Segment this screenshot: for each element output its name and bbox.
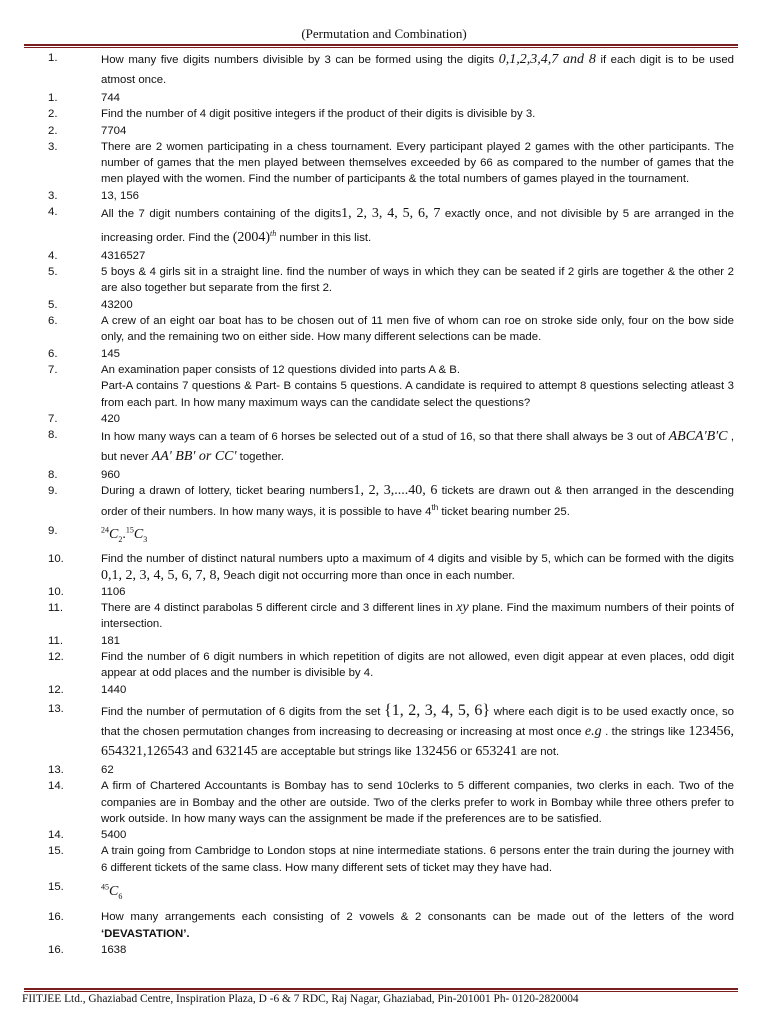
answer-row: [0, 123, 768, 139]
answer-row: [0, 346, 768, 362]
answer-text: 62: [101, 763, 114, 776]
question-row: [0, 701, 768, 762]
answer-number: 14.: [48, 829, 64, 842]
answer-text: 181: [101, 634, 121, 647]
math-expression: 132456 or 653241: [414, 743, 518, 759]
answer-row: [0, 942, 768, 958]
question-number: 8.: [48, 429, 58, 442]
question-number: 3.: [48, 140, 58, 153]
answer-row: [0, 876, 768, 907]
question-text: Find the number of 6 digit numbers in which repetition of digits are not allowed, even digit appear at even places, odd digit appear at odd places and the number is divisible by 4.: [101, 651, 734, 680]
footer-rule: [24, 988, 738, 990]
answer-row: [0, 248, 768, 264]
answer-number: 10.: [48, 585, 64, 598]
question-row: [0, 50, 768, 90]
highlighted-word: ‘DEVASTATION’.: [101, 927, 190, 940]
answer-row: [0, 682, 768, 698]
question-text: In how many ways can a team of 6 horses be selected out of a stud of 16, so that there shall always be 3 out of ABCA'B'C , but never AA' BB' or CC' together.: [101, 429, 734, 465]
answer-number: 9.: [48, 524, 58, 537]
question-number: 13.: [48, 702, 64, 715]
question-text: During a drawn of lottery, ticket bearing numbers1, 2, 3,....40, 6 tickets are drawn out & then arranged in the descending order of their numbers. In how many ways, it is possible to have 4th ticket bearing number 25.: [101, 483, 735, 518]
question-row: [0, 204, 768, 248]
math-expression: (2004): [232, 229, 271, 245]
question-text: How many five digits numbers divisible by 3 can be formed using the digits 0,1,2,3,4,7 and 8 if each digit is to be used atmost once.: [101, 52, 735, 86]
answer-number: 6.: [48, 347, 58, 360]
question-text: A train going from Cambridge to London stops at nine intermediate stations. 6 persons enter the train during the journey with 6 different tickets of the same class. How many different sets of ticket may they have had.: [101, 845, 734, 874]
combination-expression: $^{45}C_6$: [101, 882, 123, 901]
question-text: Find the number of 4 digit positive integers if the product of their digits is divisible by 3.: [101, 108, 536, 121]
question-number: 10.: [48, 553, 64, 566]
question-row: [0, 649, 768, 682]
combination-expression: $^{24}C_2.^{15}C_3$: [101, 525, 148, 545]
header-rule-thin: [24, 47, 738, 48]
answer-number: 13.: [48, 763, 64, 776]
question-row: [0, 264, 768, 297]
answer-text: [101, 520, 734, 551]
answer-text: 145: [101, 347, 121, 360]
question-text: 5 boys & 4 girls sit in a straight line. find the number of ways in which they can be seated if 2 girls are together & the other 2 are also together but separate from the first 2.: [101, 266, 734, 295]
question-text: An examination paper consists of 12 questions divided into parts A & B. Part-A contains 7 questions & Part- B contains 5 questions. A candidate is required to attempt 8 questions selecting atleast 3 from each part. In how many maximum ways can the candidate select the questions?: [101, 363, 734, 409]
question-number: 2.: [48, 108, 58, 121]
answer-row: [0, 467, 768, 483]
answer-number: 8.: [48, 469, 58, 482]
math-expression: 1, 2, 3, 4, 5, 6, 7: [341, 206, 441, 222]
math-expression: e.g: [584, 723, 602, 739]
question-row: [0, 600, 768, 633]
answer-row: [0, 188, 768, 204]
answer-text: 4316527: [101, 249, 146, 262]
question-text: Find the number of distinct natural numbers upto a maximum of 4 digits and visible by 5, which can be formed with the digits 0,1, 2, 3, 4, 5, 6, 7, 8, 9each digit not occurring more than once in each number.: [101, 553, 734, 583]
answer-text: 13, 156: [101, 189, 140, 202]
math-expression: {1, 2, 3, 4, 5, 6}: [384, 701, 491, 719]
answer-text: 5400: [101, 829, 127, 842]
math-expression: ABCA'B'C: [668, 429, 728, 445]
question-number: 15.: [48, 845, 64, 858]
question-number: 14.: [48, 780, 64, 793]
answer-text: 7704: [101, 124, 127, 137]
answer-row: [0, 584, 768, 600]
question-number: 1.: [48, 52, 58, 64]
header-rule: [24, 44, 738, 46]
answer-number: 15.: [48, 881, 64, 894]
answer-number: 11.: [48, 634, 63, 647]
question-text: There are 4 distinct parabolas 5 different circle and 3 different lines in xy plane. Find the maximum numbers of their points of intersection.: [101, 600, 734, 631]
answer-text: [101, 876, 734, 907]
answer-text: 1440: [101, 683, 127, 696]
answer-text: 43200: [101, 298, 133, 311]
question-number: 7.: [48, 363, 58, 376]
answer-text: 1638: [101, 944, 127, 957]
answer-row: [0, 633, 768, 649]
question-text: Find the number of permutation of 6 digits from the set {1, 2, 3, 4, 5, 6} where each digit is to be used exactly once, so that the chosen permutation changes from increasing to decreasing or increasing at most once e.g . the strings like 123456, 654321,126543 and 632145 are acceptable but strings like 132456 or 653241 are not.: [101, 701, 734, 759]
question-number: 4.: [48, 206, 58, 219]
question-number: 11.: [48, 602, 63, 615]
question-row: [0, 483, 768, 519]
question-row: [0, 139, 768, 188]
math-expression: xy: [456, 600, 469, 616]
question-text: There are 2 women participating in a chess tournament. Every participant played 2 games with the other participants. The number of games that the men played between themselves exceeded by 66 as compared to the number of games that the men played with the women. Find the number of participants & the total numbers of games played in the tournament.: [101, 140, 734, 186]
question-row: [0, 362, 768, 411]
answer-number: 2.: [48, 124, 58, 137]
answer-row: [0, 411, 768, 427]
answer-number: 16.: [48, 944, 64, 957]
answer-number: 3.: [48, 189, 58, 202]
answer-row: [0, 297, 768, 313]
page-header-title: (Permutation and Combination): [301, 26, 467, 41]
question-number: 9.: [48, 485, 58, 498]
answer-number: 12.: [48, 683, 64, 696]
question-row: [0, 778, 768, 827]
question-number: 6.: [48, 315, 58, 328]
answer-text: 960: [101, 469, 121, 482]
answer-row: [0, 90, 768, 106]
math-expression: 123456, 654321,126543 and 632145: [101, 723, 734, 759]
question-row: [0, 843, 768, 876]
answer-row: [0, 827, 768, 843]
math-expression: 0,1, 2, 3, 4, 5, 6, 7, 8, 9: [101, 567, 231, 583]
question-text: A firm of Chartered Accountants is Bombay has to send 10clerks to 5 different companies, two clerks in each. Two of the companies are in Bombay and the other are outside. Two of the clerks prefer to work in Bombay while three others prefer to work outside. In how many ways can the assignment be made if the preferences are to be satisfied.: [101, 780, 734, 825]
question-row: [0, 313, 768, 346]
answer-number: 4.: [48, 249, 58, 262]
answer-number: 1.: [48, 92, 58, 104]
question-text: How many arrangements each consisting of 2 vowels & 2 consonants can be made out of the letters of the word ‘DEVASTATION’.: [101, 911, 734, 940]
answer-number: 5.: [48, 298, 58, 311]
question-number: 12.: [48, 651, 64, 664]
question-list: [0, 50, 768, 958]
question-number: 5.: [48, 266, 58, 279]
footer-rule-thin: [24, 991, 738, 992]
footer-address: FIITJEE Ltd., Ghaziabad Centre, Inspiration Plaza, D -6 & 7 RDC, Raj Nagar, Ghaziabad, Pin-201001 Ph- 0120-2820004: [22, 993, 579, 1005]
answer-row: [0, 762, 768, 778]
answer-row: [0, 520, 768, 551]
question-row: [0, 909, 768, 942]
question-row: [0, 551, 768, 584]
answer-number: 7.: [48, 412, 58, 425]
question-number: 16.: [48, 911, 64, 924]
math-expression: AA' BB' or CC': [151, 449, 237, 465]
answer-text: 1106: [101, 585, 126, 598]
question-row: [0, 427, 768, 467]
answer-text: 744: [101, 92, 121, 104]
answer-text: 420: [101, 412, 121, 425]
question-text: All the 7 digit numbers containing of the digits1, 2, 3, 4, 5, 6, 7 exactly once, and not divisible by 5 are arranged in the increasing order. Find the $(2004)^{th}$ number in this list.: [101, 206, 735, 245]
question-row: [0, 106, 768, 122]
math-expression: 0,1,2,3,4,7 and 8: [498, 52, 596, 67]
question-text: A crew of an eight oar boat has to be chosen out of 11 men five of whom can roe on stroke side only, four on the bow side only, and the remaining two on either side. How many different selections can be made.: [101, 315, 734, 344]
math-expression: 1, 2, 3,....40, 6: [353, 483, 438, 499]
